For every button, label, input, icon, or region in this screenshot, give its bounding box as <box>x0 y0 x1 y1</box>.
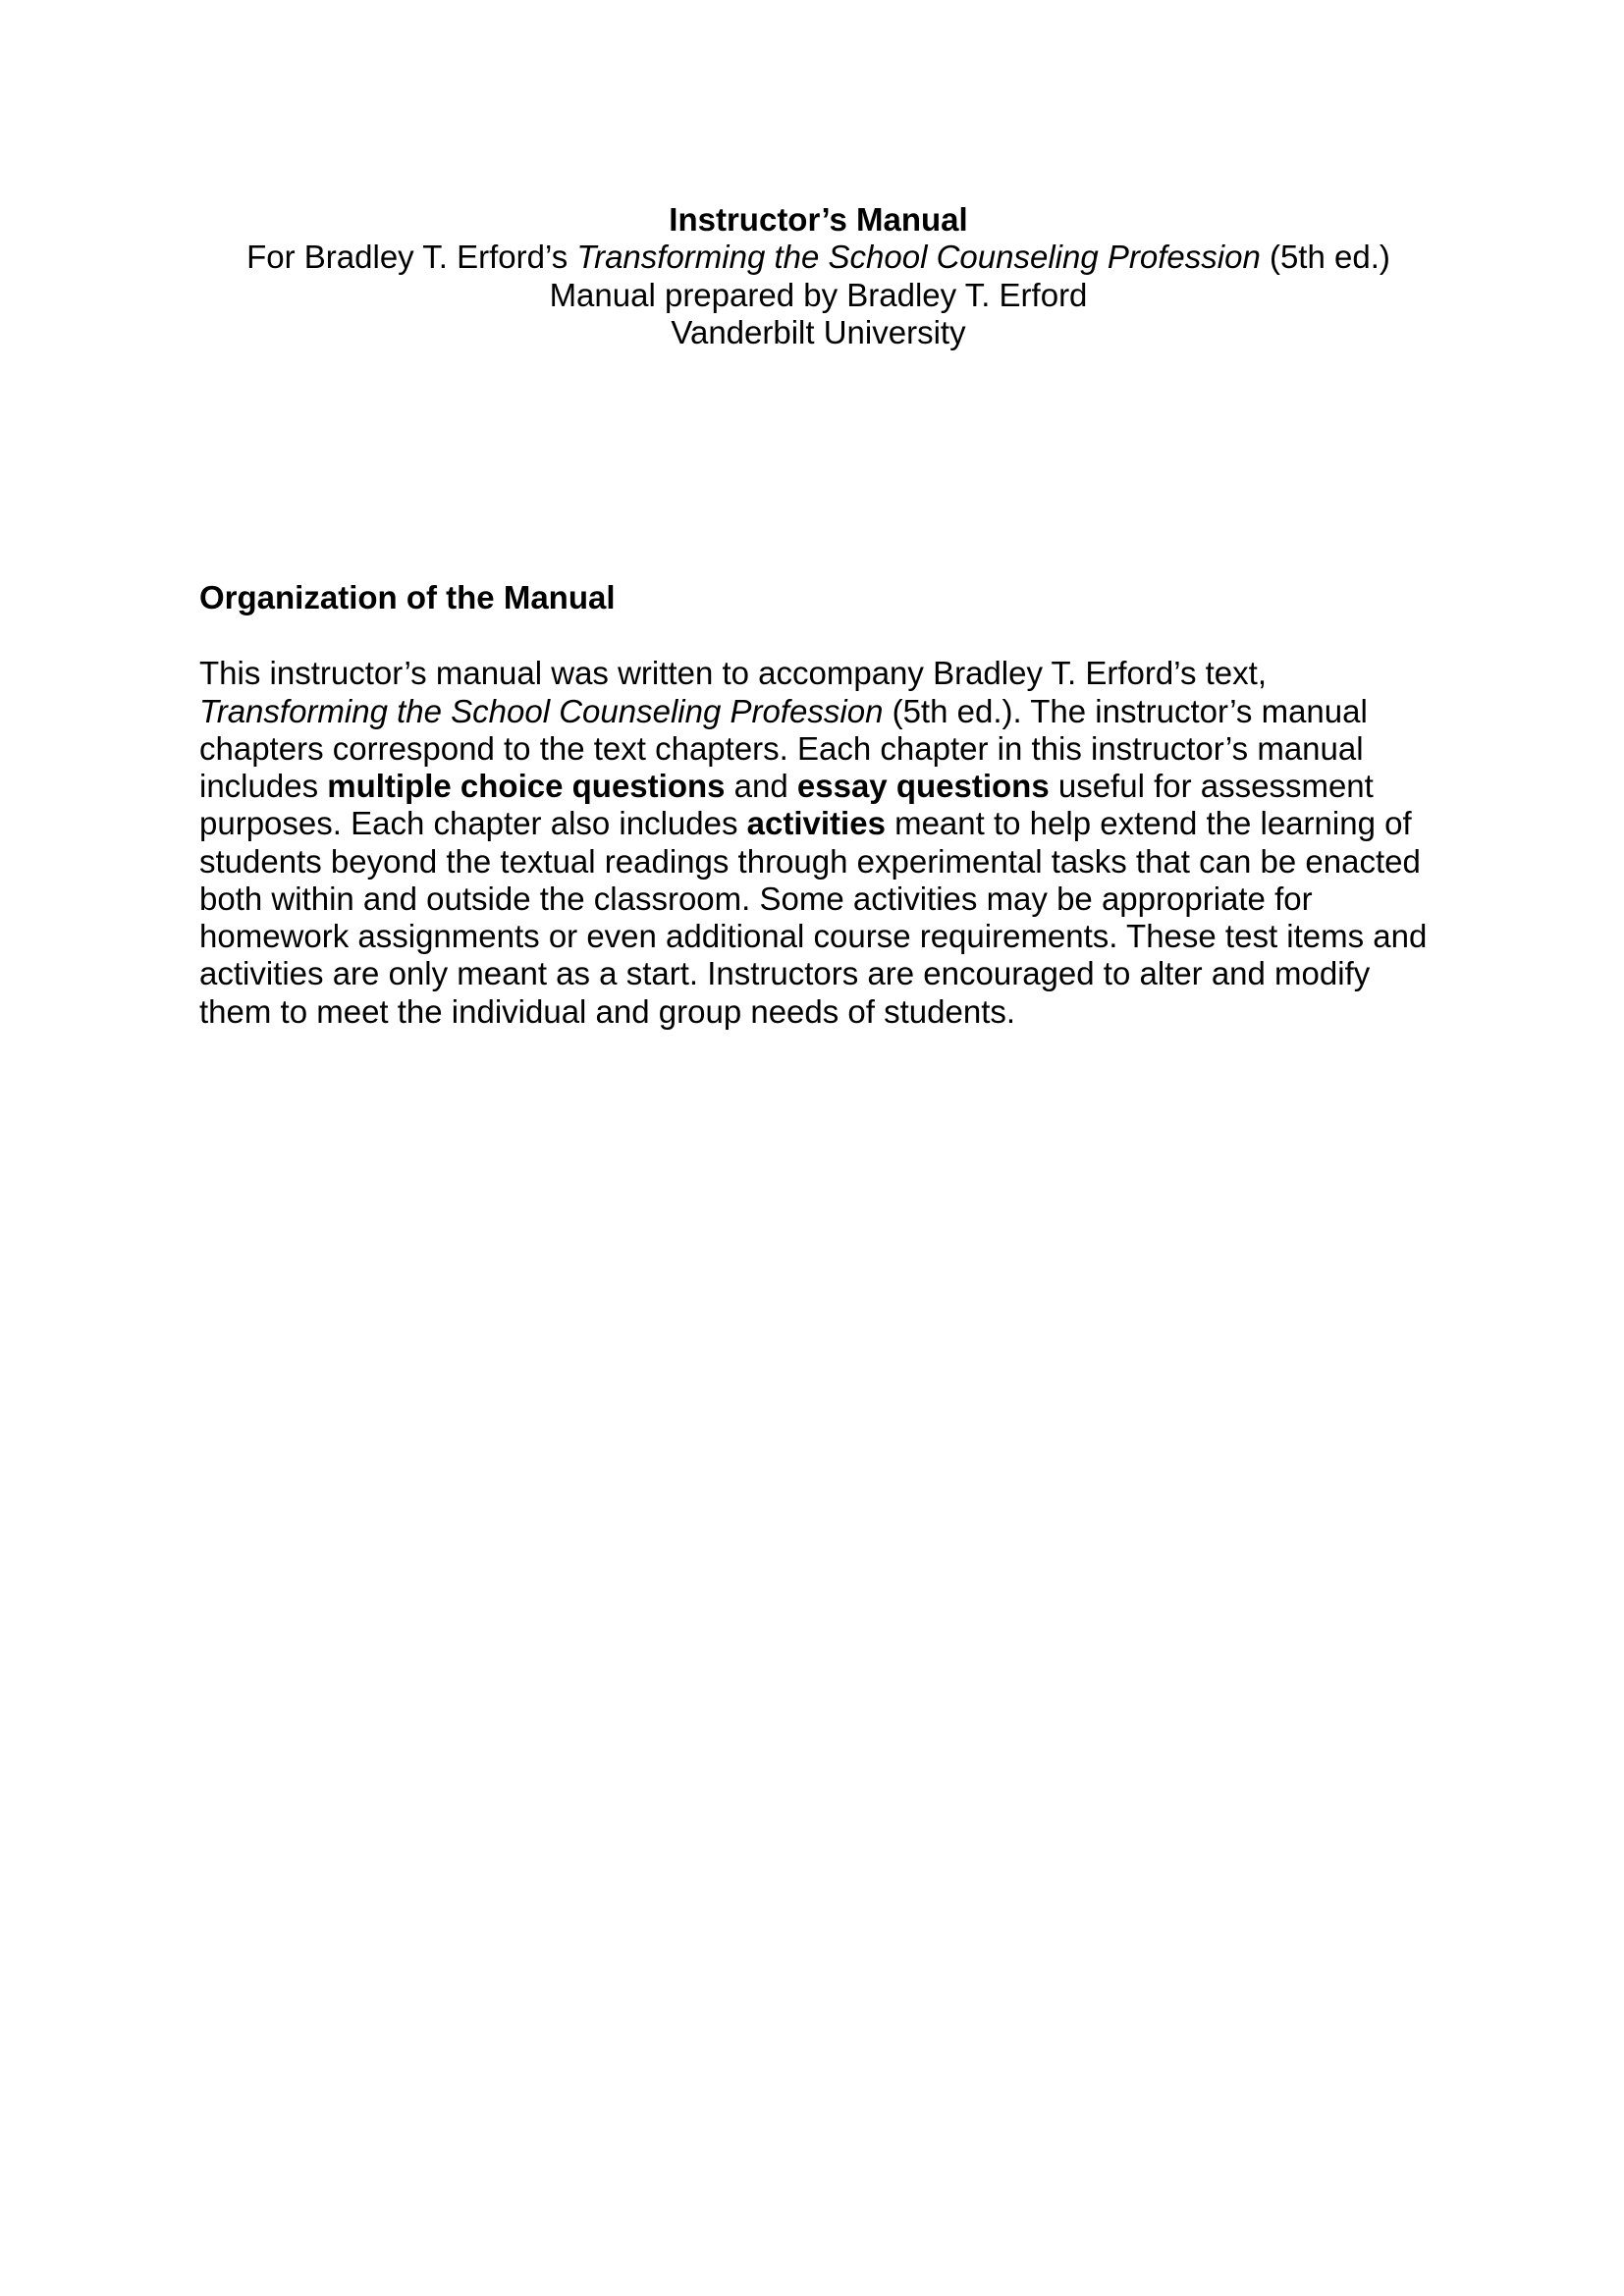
paragraph-segment: This instructor’s manual was written to accompany Bradley T. Erford’s text, <box>199 655 1268 692</box>
subtitle-line <box>199 239 1437 276</box>
body-paragraph <box>199 655 1437 1031</box>
page-content <box>0 0 1624 1031</box>
paragraph-segment-emphasis: essay questions <box>796 768 1050 805</box>
paragraph-segment-emphasis: activities <box>746 805 886 842</box>
section-heading: Organization of the Manual <box>199 579 616 616</box>
paragraph-segment-book-title: Transforming the School Counseling Profession <box>199 692 884 729</box>
paragraph-segment: and <box>725 768 797 805</box>
prepared-by-line: Manual prepared by Bradley T. Erford <box>549 276 1088 313</box>
paragraph-segment: useful for assessment purposes. Each chapter also includes <box>199 768 1374 842</box>
paragraph-segment: (5th ed.). The instructor’s manual chapters correspond to the text chapters. Each chapter in this instructor’s manual includes <box>199 692 1368 805</box>
subtitle-book-title: Transforming the School Counseling Profession <box>576 239 1261 276</box>
subtitle-post-text: (5th ed.) <box>1260 239 1390 276</box>
institution-line: Vanderbilt University <box>671 313 966 350</box>
paragraph-segment-emphasis: multiple choice questions <box>327 768 726 805</box>
subtitle-pre-text: For Bradley T. Erford’s <box>246 239 577 276</box>
paragraph-segment: meant to help extend the learning of students beyond the textual readings through experimental tasks that can be enacted both within and outside the classroom. Some activities may be appropriate for homework assignments or even additional course requirements. These test items and activities are only meant as a start. Instructors are encouraged to alter and modify them to meet the individual and group needs of students. <box>199 805 1428 1030</box>
title-block <box>199 201 1437 351</box>
document-title: Instructor’s Manual <box>669 201 968 238</box>
